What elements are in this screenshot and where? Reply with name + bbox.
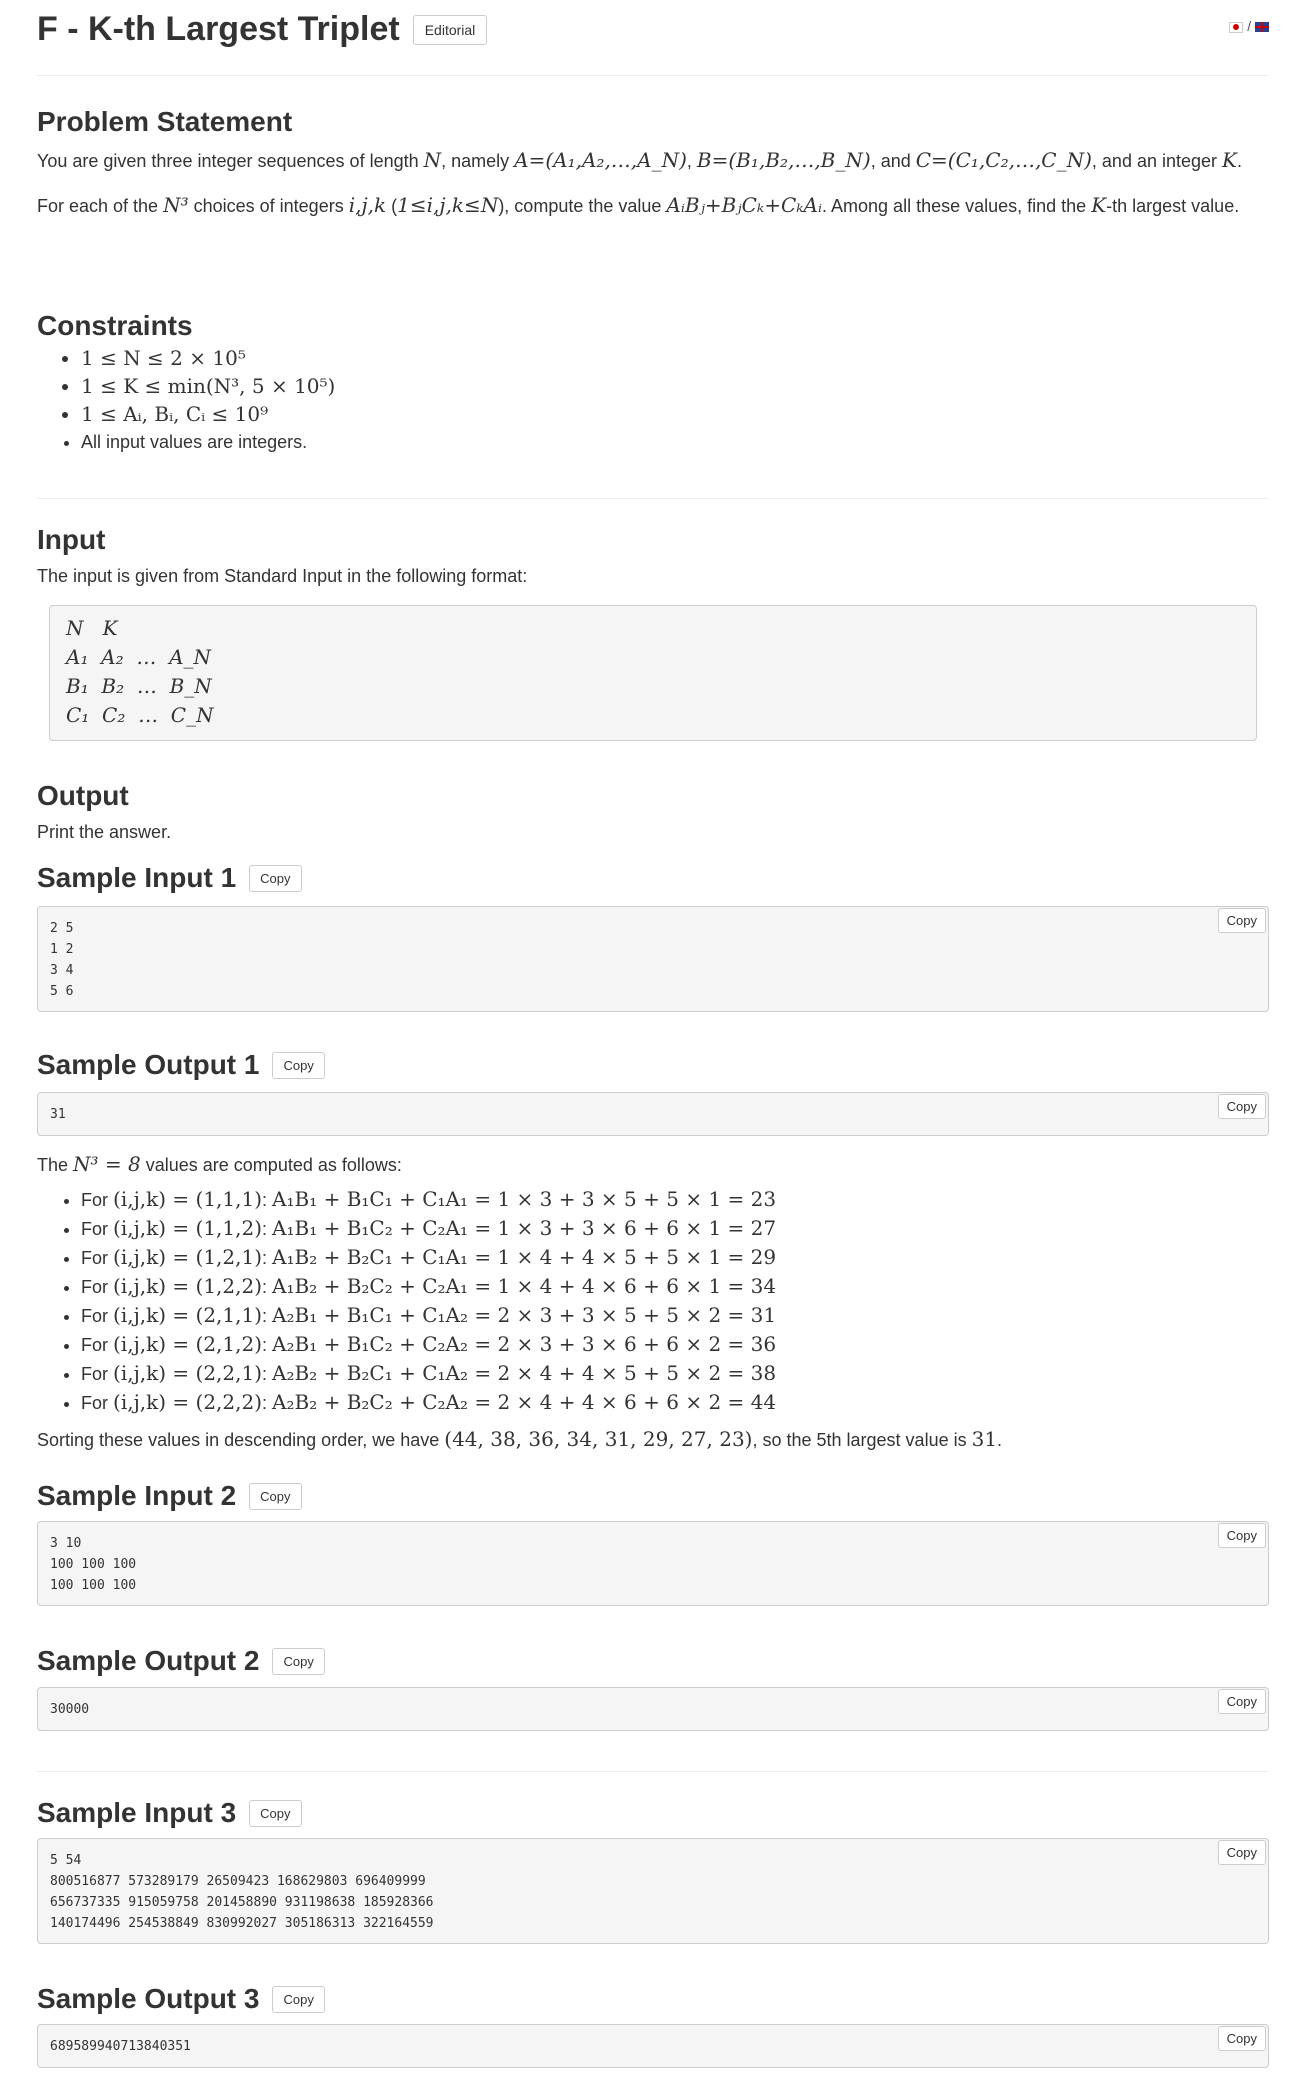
copy-button[interactable]: Copy <box>272 1052 324 1079</box>
copy-button[interactable]: Copy <box>272 1986 324 2013</box>
copy-button[interactable]: Copy <box>249 1483 301 1510</box>
page-title: F - K-th Largest Triplet <box>37 10 400 48</box>
sample-output-1-content[interactable]: 31 <box>50 1107 66 1122</box>
sample-output-3-heading: Sample Output 3 <box>37 1983 260 2014</box>
sample-output-3-content[interactable]: 689589940713840351 <box>50 2039 191 2054</box>
sample-input-1-content[interactable]: 2 5 1 2 3 4 5 6 <box>50 921 74 999</box>
sample-input-2-heading: Sample Input 2 <box>37 1480 237 1511</box>
sample-input-2-header <box>37 1480 302 1512</box>
constraint-item: • All input values are integers. <box>81 428 1269 456</box>
divider <box>37 1771 1269 1772</box>
english-flag-icon[interactable] <box>1255 22 1269 32</box>
sample-input-2-box <box>37 1521 1269 1606</box>
problem-statement-heading: Problem Statement <box>37 106 293 137</box>
sample-output-1-heading: Sample Output 1 <box>37 1049 260 1080</box>
sample-input-3-header <box>37 1797 302 1829</box>
sample-output-1-header <box>37 1049 325 1081</box>
editorial-button[interactable]: Editorial <box>413 15 488 45</box>
explanation-conclusion: Sorting these values in descending order, we have (44, 38, 36, 34, 31, 29, 27, 23), so the 5th largest value is 31. <box>37 1427 1003 1451</box>
constraints-heading: Constraints <box>37 310 193 341</box>
sample-output-2-header <box>37 1645 325 1677</box>
sample-1-explanation <box>37 1148 1269 1456</box>
sample-output-2-box <box>37 1687 1269 1731</box>
output-heading: Output <box>37 780 129 811</box>
sample-input-1-box <box>37 906 1269 1012</box>
problem-statement-section <box>37 106 1269 222</box>
statement-paragraph-2: For each of the N³ choices of integers i,j,k (1≤i,j,k≤N), compute the value AᵢBⱼ+BⱼCₖ+CₖAᵢ. Among all these values, find the K-th largest value. <box>37 193 1240 217</box>
sample-output-2-heading: Sample Output 2 <box>37 1645 260 1676</box>
explanation-item: • For (i,j,k) = (1,1,2): A₁B₁ + B₁C₂ + C₂A₁ = 1 × 3 + 3 × 6 + 6 × 1 = 27 <box>81 1214 1269 1243</box>
sample-input-2-content[interactable]: 3 10 100 100 100 100 100 100 <box>50 1536 137 1593</box>
sample-output-3-header <box>37 1983 325 2015</box>
explanation-item: • For (i,j,k) = (1,2,1): A₁B₂ + B₂C₁ + C₁A₁ = 1 × 4 + 4 × 5 + 5 × 1 = 29 <box>81 1243 1269 1272</box>
constraint-item: • 1 ≤ K ≤ min(N³, 5 × 10⁵) <box>81 372 1269 400</box>
copy-button[interactable]: Copy <box>1218 908 1266 933</box>
constraint-item: • 1 ≤ N ≤ 2 × 10⁵ <box>81 344 1269 372</box>
explanation-item: • For (i,j,k) = (2,2,1): A₂B₂ + B₂C₁ + C₁A₂ = 2 × 4 + 4 × 5 + 5 × 2 = 38 <box>81 1359 1269 1388</box>
japanese-flag-icon[interactable] <box>1229 22 1243 33</box>
input-heading: Input <box>37 524 106 555</box>
copy-button[interactable]: Copy <box>272 1648 324 1675</box>
sample-input-1-header <box>37 862 302 894</box>
output-description: Print the answer. <box>37 822 172 842</box>
format-line: A₁ A₂ … A_N <box>66 645 212 669</box>
sample-input-1-heading: Sample Input 1 <box>37 862 237 893</box>
format-line: C₁ C₂ … C_N <box>66 703 214 727</box>
copy-button[interactable]: Copy <box>249 1800 301 1827</box>
sample-input-3-box <box>37 1838 1269 1944</box>
input-section <box>37 524 1269 592</box>
explanation-intro: The N³ = 8 values are computed as follows: <box>37 1152 402 1176</box>
explanation-item: • For (i,j,k) = (2,1,2): A₂B₁ + B₁C₂ + C₂A₂ = 2 × 3 + 3 × 6 + 6 × 2 = 36 <box>81 1330 1269 1359</box>
divider <box>37 498 1269 499</box>
format-line: N K <box>66 616 118 640</box>
copy-button[interactable]: Copy <box>1218 1094 1266 1119</box>
copy-button[interactable]: Copy <box>1218 2026 1266 2051</box>
sample-output-1-box <box>37 1092 1269 1136</box>
copy-button[interactable]: Copy <box>1218 1523 1266 1548</box>
page-header <box>37 10 1269 60</box>
sample-input-3-heading: Sample Input 3 <box>37 1797 237 1828</box>
statement-paragraph-1: You are given three integer sequences of length N, namely A=(A₁,A₂,…,A_N), B=(B₁,B₂,…,B_N), and C=(C₁,C₂,…,C_N), and an integer K. <box>37 148 1242 172</box>
copy-button[interactable]: Copy <box>1218 1840 1266 1865</box>
input-format-box <box>49 605 1257 741</box>
sample-output-3-box <box>37 2024 1269 2068</box>
language-separator: / <box>1247 18 1252 34</box>
explanation-item: • For (i,j,k) = (1,2,2): A₁B₂ + B₂C₂ + C₂A₁ = 1 × 4 + 4 × 6 + 6 × 1 = 34 <box>81 1272 1269 1301</box>
language-switcher <box>1229 18 1269 34</box>
copy-button[interactable]: Copy <box>1218 1689 1266 1714</box>
sample-output-2-content[interactable]: 30000 <box>50 1702 90 1717</box>
divider <box>37 75 1269 76</box>
explanation-item: • For (i,j,k) = (2,1,1): A₂B₁ + B₁C₁ + C₁A₂ = 2 × 3 + 3 × 5 + 5 × 2 = 31 <box>81 1301 1269 1330</box>
explanation-item: • For (i,j,k) = (2,2,2): A₂B₂ + B₂C₂ + C₂A₂ = 2 × 4 + 4 × 6 + 6 × 2 = 44 <box>81 1388 1269 1417</box>
input-description: The input is given from Standard Input in the following format: <box>37 566 528 586</box>
sample-input-3-content[interactable]: 5 54 800516877 573289179 26509423 168629803 696409999 656737335 915059758 201458890 931198638 185928366 140174496 254538849 830992027 305186313 322164559 <box>50 1853 434 1931</box>
copy-button[interactable]: Copy <box>249 865 301 892</box>
constraints-section <box>37 310 1269 456</box>
constraint-item: • 1 ≤ Aᵢ, Bᵢ, Cᵢ ≤ 10⁹ <box>81 400 1269 428</box>
explanation-list <box>37 1185 1269 1417</box>
output-section <box>37 780 1269 848</box>
constraints-list <box>37 344 1269 456</box>
explanation-item: • For (i,j,k) = (1,1,1): A₁B₁ + B₁C₁ + C₁A₁ = 1 × 3 + 3 × 5 + 5 × 1 = 23 <box>81 1185 1269 1214</box>
format-line: B₁ B₂ … B_N <box>66 674 212 698</box>
